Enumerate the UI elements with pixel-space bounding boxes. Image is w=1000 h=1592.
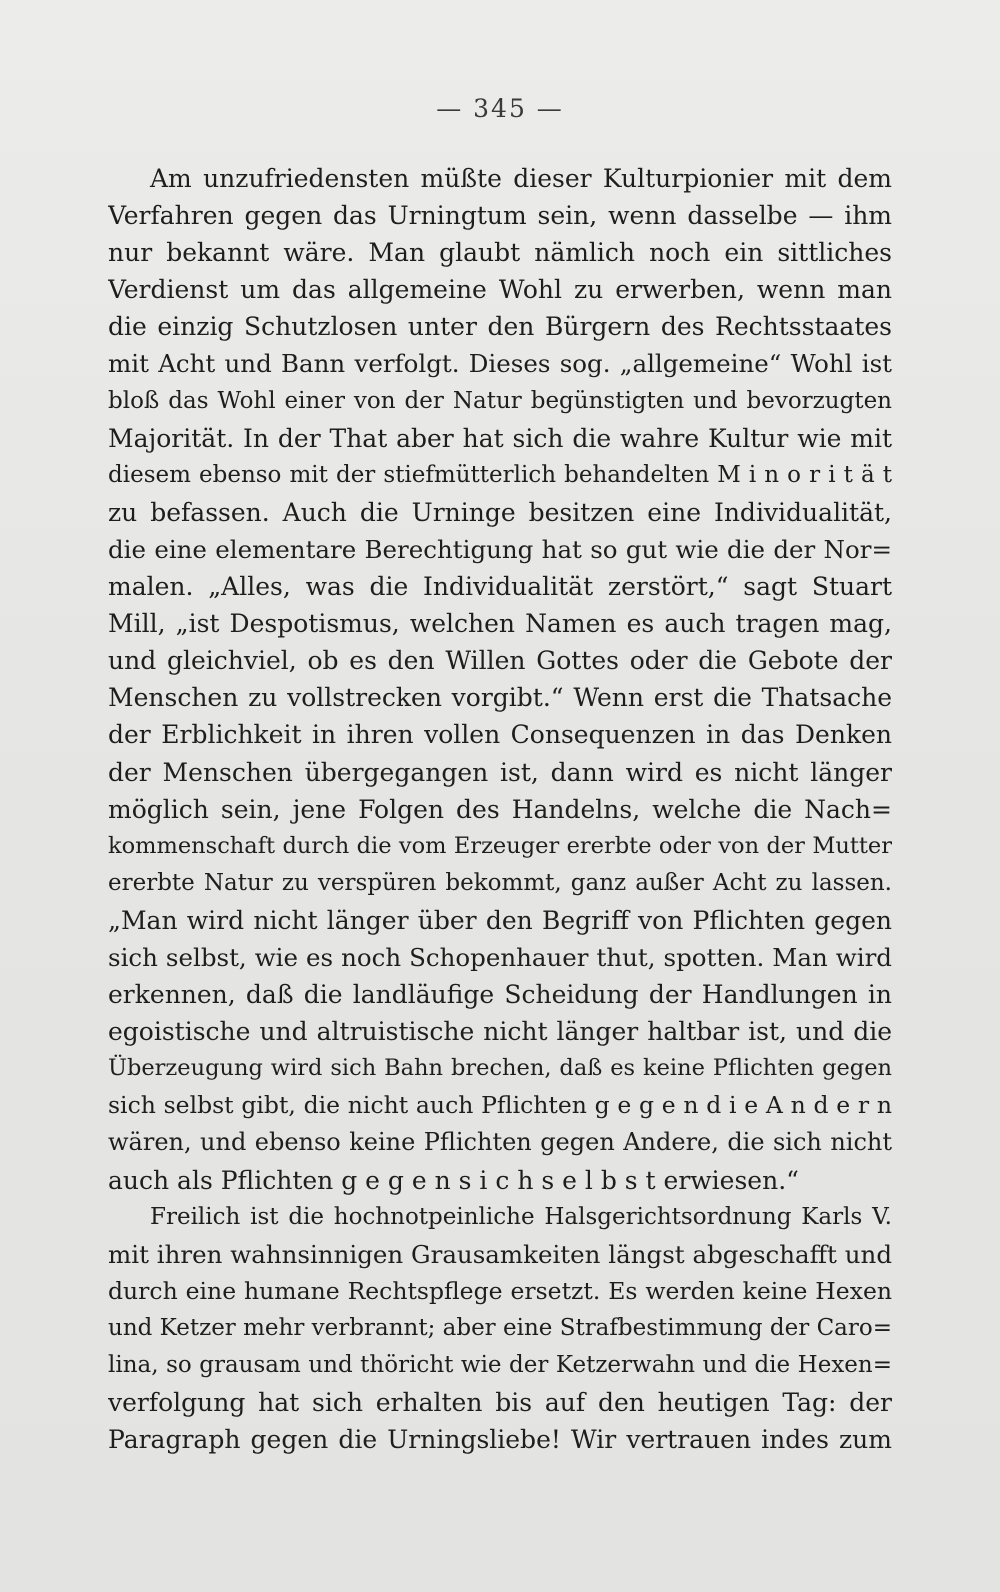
text-line: Verdienst um das allgemeine Wohl zu erwerben, wenn man <box>108 275 892 305</box>
text-line: erkennen, daß die landläufige Scheidung der Handlungen in <box>108 980 892 1010</box>
text-line: Überzeugung wird sich Bahn brechen, daß es keine Pflichten gegen <box>108 1055 892 1082</box>
text-line: „Man wird nicht länger über den Begriff von Pflichten gegen <box>108 905 892 935</box>
text-line: zu befassen. Auch die Urninge besitzen eine Individualität, <box>108 497 892 527</box>
text-line: möglich sein, jene Folgen des Handelns, welche die Nach= <box>108 794 892 824</box>
text-line: Am unzufriedensten müßte dieser Kulturpionier mit dem <box>150 164 892 193</box>
page-number: — 345 — <box>436 94 564 123</box>
text-line: Verfahren gegen das Urningtum sein, wenn dasselbe — ihm <box>108 201 892 231</box>
text-line: verfolgung hat sich erhalten bis auf den heutigen Tag: der <box>108 1388 892 1418</box>
text-line: die eine elementare Berechtigung hat so gut wie die der Nor= <box>108 534 892 564</box>
text-line: Freilich ist die hochnotpeinliche Halsgerichtsordnung Karls V. <box>150 1203 892 1230</box>
text-line: bloß das Wohl einer von der Natur begünstigten und bevorzugten <box>108 387 892 414</box>
text-line: und Ketzer mehr verbrannt; aber eine Strafbestimmung der Caro= <box>108 1314 892 1341</box>
paragraph-1 <box>108 160 892 1199</box>
text-line: der Erblichkeit in ihren vollen Consequenzen in das Denken <box>108 720 892 750</box>
text-line: und gleichviel, ob es den Willen Gottes oder die Gebote der <box>108 646 892 676</box>
text-line: diesem ebenso mit der stiefmütterlich behandelten M i n o r i t ä t <box>108 461 892 488</box>
text-line: der Menschen übergegangen ist, dann wird es nicht länger <box>108 757 892 787</box>
body-text <box>108 160 892 1458</box>
text-line: egoistische und altruistische nicht länger haltbar ist, und die <box>108 1017 892 1047</box>
text-line: ererbte Natur zu verspüren bekommt, ganz außer Acht zu lassen. <box>108 869 892 896</box>
text-line: sich selbst, wie es noch Schopenhauer thut, spotten. Man wird <box>108 942 892 972</box>
paragraph-2 <box>108 1199 892 1459</box>
text-line: Paragraph gegen die Urningsliebe! Wir vertrauen indes zum <box>108 1425 892 1455</box>
text-line: nur bekannt wäre. Man glaubt nämlich noch ein sittliches <box>108 238 892 268</box>
text-line: lina, so grausam und thöricht wie der Ketzerwahn und die Hexen= <box>108 1352 892 1378</box>
text-line: wären, und ebenso keine Pflichten gegen Andere, die sich nicht <box>108 1128 892 1157</box>
text-line: Menschen zu vollstrecken vorgibt.“ Wenn erst die Thatsache <box>108 683 892 713</box>
text-line: mit Acht und Bann verfolgt. Dieses sog. „allgemeine“ Wohl ist <box>108 349 892 379</box>
text-line: sich selbst gibt, die nicht auch Pflichten g e g e n d i e A n d e r n <box>108 1091 892 1120</box>
text-line: malen. „Alles, was die Individualität zerstört,“ sagt Stuart <box>108 572 892 602</box>
text-line: die einzig Schutzlosen unter den Bürgern des Rechtsstaates <box>108 312 892 342</box>
text-line: Mill, „ist Despotismus, welchen Namen es auch tragen mag, <box>108 609 892 639</box>
text-line: kommenschaft durch die vom Erzeuger ererbte oder von der Mutter <box>108 832 892 859</box>
text-line: auch als Pflichten g e g e n s i c h s e l b s t erwiesen.“ <box>108 1165 799 1195</box>
text-line: durch eine humane Rechtspflege ersetzt. Es werden keine Hexen <box>108 1276 892 1305</box>
text-line: mit ihren wahnsinnigen Grausamkeiten längst abgeschafft und <box>108 1239 892 1269</box>
text-line: Majorität. In der That aber hat sich die wahre Kultur wie mit <box>108 423 892 453</box>
